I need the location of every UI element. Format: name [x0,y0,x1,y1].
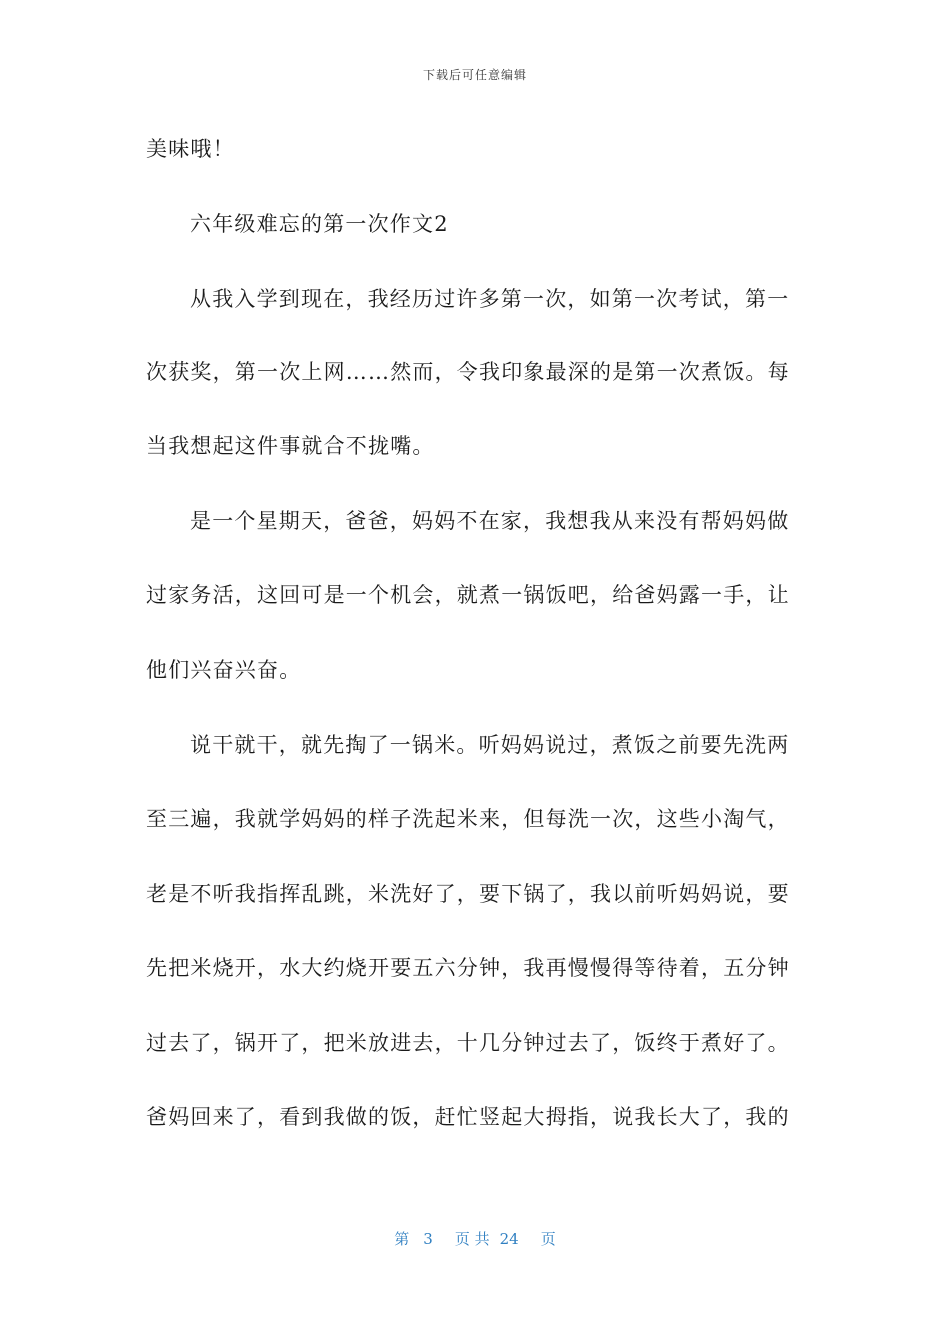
header-note: 下载后可任意编辑 [422,68,527,82]
total-pages-number: 24 [499,1230,519,1248]
text-line: 他们兴奋兴奋。 [146,658,302,682]
current-page-number: 3 [423,1230,433,1248]
text-line: 说干就干，就先掏了一锅米。听妈妈说过，煮饭之前要先洗两 [190,733,790,757]
text-line: 至三遍，我就学妈妈的样子洗起米来，但每洗一次，这些小淘气， [146,807,790,831]
text-line: 过家务活，这回可是一个机会，就煮一锅饭吧，给爸妈露一手，让 [146,583,790,607]
text-line: 次获奖，第一次上网……然而，令我印象最深的是第一次煮饭。每 [146,360,790,384]
footer-label-di: 第 [394,1230,410,1248]
text-line: 美味哦！ [146,137,235,161]
page-footer [0,1228,950,1249]
text-line: 过去了，锅开了，把米放进去，十几分钟过去了，饭终于煮好了。 [146,1031,790,1055]
footer-label-ye: 页 [540,1230,556,1248]
text-line: 先把米烧开，水大约烧开要五六分钟，我再慢慢得等待着，五分钟 [146,956,790,980]
text-line: 是一个星期天，爸爸，妈妈不在家，我想我从来没有帮妈妈做 [190,509,790,533]
text-line: 当我想起这件事就合不拢嘴。 [146,434,435,458]
text-line: 从我入学到现在，我经历过许多第一次，如第一次考试，第一 [190,287,790,311]
text-line: 爸妈回来了，看到我做的饭，赶忙竖起大拇指，说我长大了，我的 [146,1105,790,1129]
text-line: 老是不听我指挥乱跳，米洗好了，要下锅了，我以前听妈妈说，要 [146,882,790,906]
essay-title: 六年级难忘的第一次作文2 [190,212,449,236]
footer-label-ye-gong: 页 共 [454,1230,490,1248]
